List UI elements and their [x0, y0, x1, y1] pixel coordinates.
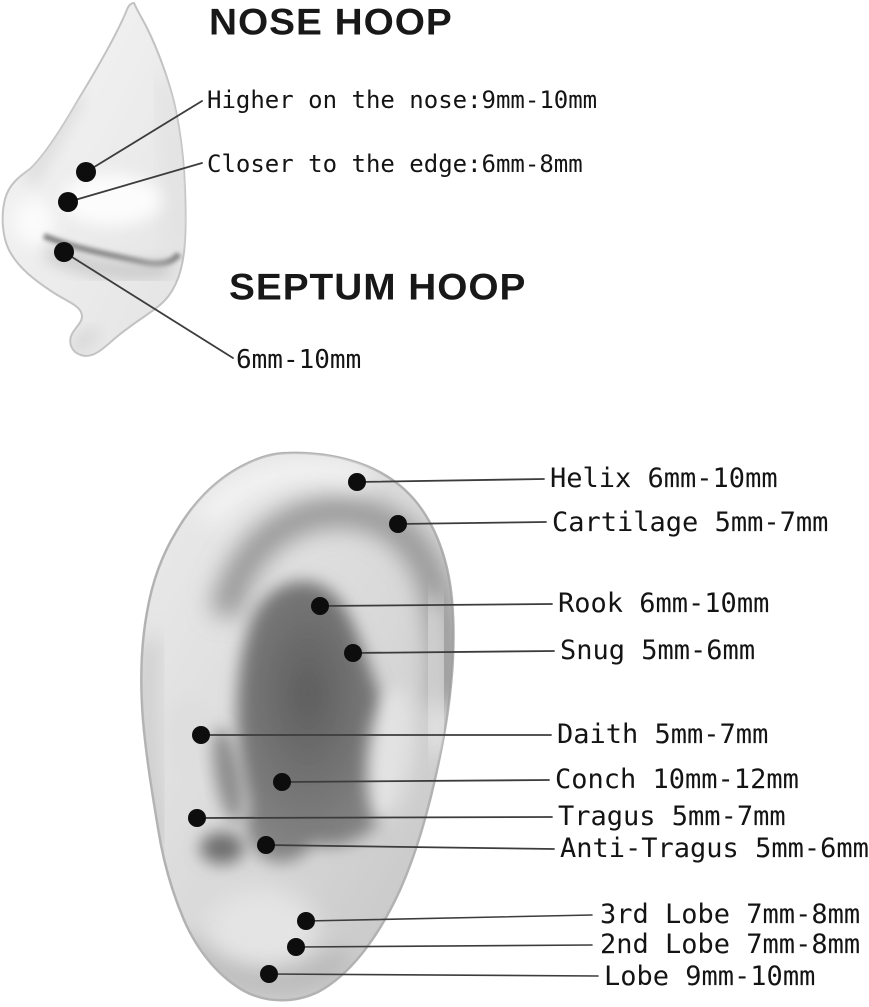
label-daith-name: Daith [557, 719, 639, 750]
nose-illustration [3, 3, 186, 356]
label-conch-size: 10mm-12mm [652, 764, 799, 795]
label-conch-name: Conch [555, 764, 637, 795]
label-3rd-lobe-size: 7mm-8mm [746, 899, 861, 930]
label-daith [557, 720, 768, 750]
piercing-dot-3rd-lobe [297, 912, 315, 930]
piercing-dot-daith [192, 726, 210, 744]
label-snug [560, 636, 755, 666]
label-rook [558, 589, 769, 619]
piercing-dot-lobe [260, 965, 278, 983]
label-3rd-lobe-name: 3rd Lobe [600, 899, 731, 930]
label-helix-name: Helix [550, 463, 632, 494]
label-rook-size: 6mm-10mm [639, 588, 770, 619]
label-lobe [604, 962, 815, 992]
label-closer-to-edge: Closer to the edge:6mm-8mm [207, 150, 583, 178]
piercing-dot-rook [311, 597, 329, 615]
label-snug-name: Snug [560, 635, 626, 666]
piercing-dot-septum [54, 242, 74, 262]
label-2nd-lobe [600, 930, 860, 960]
label-daith-size: 5mm-7mm [654, 719, 769, 750]
piercing-dot-2nd-lobe [287, 938, 305, 956]
label-septum-size: 6mm-10mm [236, 345, 362, 375]
label-anti-tragus-size: 5mm-6mm [755, 833, 869, 864]
label-cartilage-size: 5mm-7mm [714, 507, 829, 538]
septum-hoop-title: SEPTUM HOOP [229, 267, 527, 308]
label-tragus-name: Tragus [558, 801, 656, 832]
label-tragus-size: 5mm-7mm [671, 801, 786, 832]
label-lobe-size: 9mm-10mm [685, 961, 816, 992]
piercing-dot-helix [348, 473, 366, 491]
label-tragus [558, 802, 786, 832]
piercing-dot-higher-nose [76, 162, 96, 182]
label-higher-on-nose: Higher on the nose:9mm-10mm [207, 86, 598, 114]
leader-line-tragus [197, 817, 552, 818]
piercing-dot-closer-edge [58, 192, 78, 212]
label-anti-tragus-name: Anti-Tragus [560, 833, 739, 864]
label-conch [555, 765, 799, 795]
label-anti-tragus [560, 834, 869, 864]
label-cartilage-name: Cartilage [552, 507, 699, 538]
piercing-dot-tragus [188, 809, 206, 827]
label-lobe-name: Lobe [604, 961, 670, 992]
label-2nd-lobe-name: 2nd Lobe [600, 929, 731, 960]
nose-hoop-title: NOSE HOOP [209, 2, 453, 43]
label-snug-size: 5mm-6mm [641, 635, 756, 666]
piercing-dot-anti-tragus [257, 836, 275, 854]
piercing-dot-snug [344, 644, 362, 662]
label-3rd-lobe [600, 900, 860, 930]
label-rook-name: Rook [558, 588, 624, 619]
label-helix [550, 464, 778, 494]
label-2nd-lobe-size: 7mm-8mm [746, 929, 861, 960]
label-cartilage [552, 508, 828, 538]
piercing-dot-cartilage [389, 515, 407, 533]
piercing-dot-conch [273, 773, 291, 791]
label-helix-size: 6mm-10mm [647, 463, 778, 494]
